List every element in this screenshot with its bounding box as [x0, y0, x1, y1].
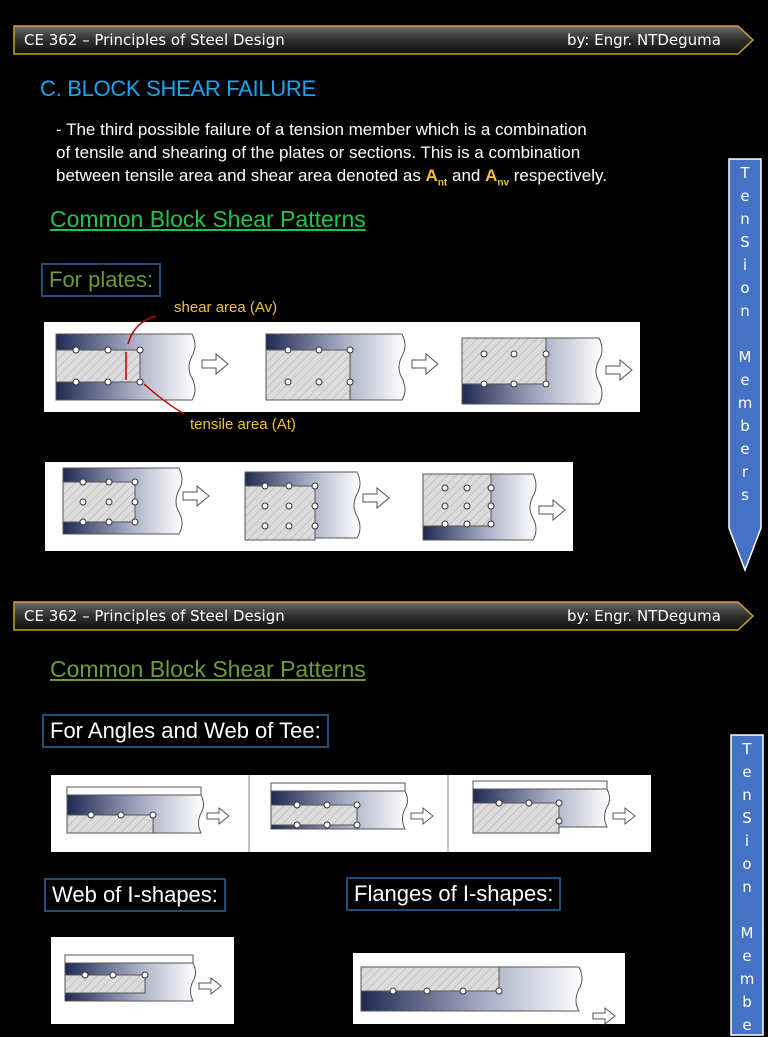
slide-2 — [0, 576, 768, 1034]
course-title-2: CE 362 – Principles of Steel Design — [24, 607, 285, 625]
patterns-heading-2: Common Block Shear Patterns — [50, 656, 366, 682]
for-plates-label: For plates: — [41, 263, 161, 297]
header-banner-2 — [14, 601, 754, 631]
definition-paragraph — [56, 118, 696, 194]
web-diagram-panel — [51, 937, 234, 1024]
header-banner — [14, 25, 754, 55]
para-line-3: between tensile area and shear area denoted as $A_{nt}$ and $A_{nv}$ respectively. — [56, 166, 607, 189]
flange-diagram-panel — [353, 953, 625, 1024]
sidebar-letters-2: T e n S i o n M e m b e — [739, 740, 755, 1034]
angles-tee-label: For Angles and Web of Tee: — [42, 714, 329, 748]
sidebar-tension-members-2 — [730, 734, 764, 1034]
author-credit: by: Engr. NTDeguma — [567, 31, 721, 49]
plate-diagrams-row-2 — [45, 462, 573, 551]
symbol-ant: $A_{nt}$ — [425, 166, 448, 189]
shear-area-label: shear area (Av) — [174, 299, 278, 316]
web-diagram — [51, 937, 234, 1024]
flange-diagram — [353, 953, 625, 1024]
para-line-1: - The third possible failure of a tension member which is a combination — [56, 120, 587, 139]
para-line-2: of tensile and shearing of the plates or sections. This is a combination — [56, 143, 581, 162]
tensile-area-label: tensile area (At) — [190, 416, 296, 433]
section-title: C. BLOCK SHEAR FAILURE — [40, 76, 316, 101]
symbol-anv: $A_{nv}$ — [485, 166, 510, 189]
plate-diagram-panel-2 — [45, 462, 573, 551]
plate-diagrams-row-1 — [44, 322, 640, 412]
plate-diagram-panel-1 — [44, 322, 640, 412]
angles-diagrams — [51, 775, 651, 852]
flanges-i-shapes-label: Flanges of I-shapes: — [346, 877, 561, 911]
sidebar-tension-members — [728, 158, 762, 572]
angles-diagram-panel — [51, 775, 651, 852]
patterns-heading: Common Block Shear Patterns — [50, 206, 366, 232]
web-i-shapes-label: Web of I-shapes: — [44, 878, 226, 912]
sidebar-letters: T e n S i o n M e m b e r s — [737, 164, 753, 504]
author-credit-2: by: Engr. NTDeguma — [567, 607, 721, 625]
course-title: CE 362 – Principles of Steel Design — [24, 31, 285, 49]
